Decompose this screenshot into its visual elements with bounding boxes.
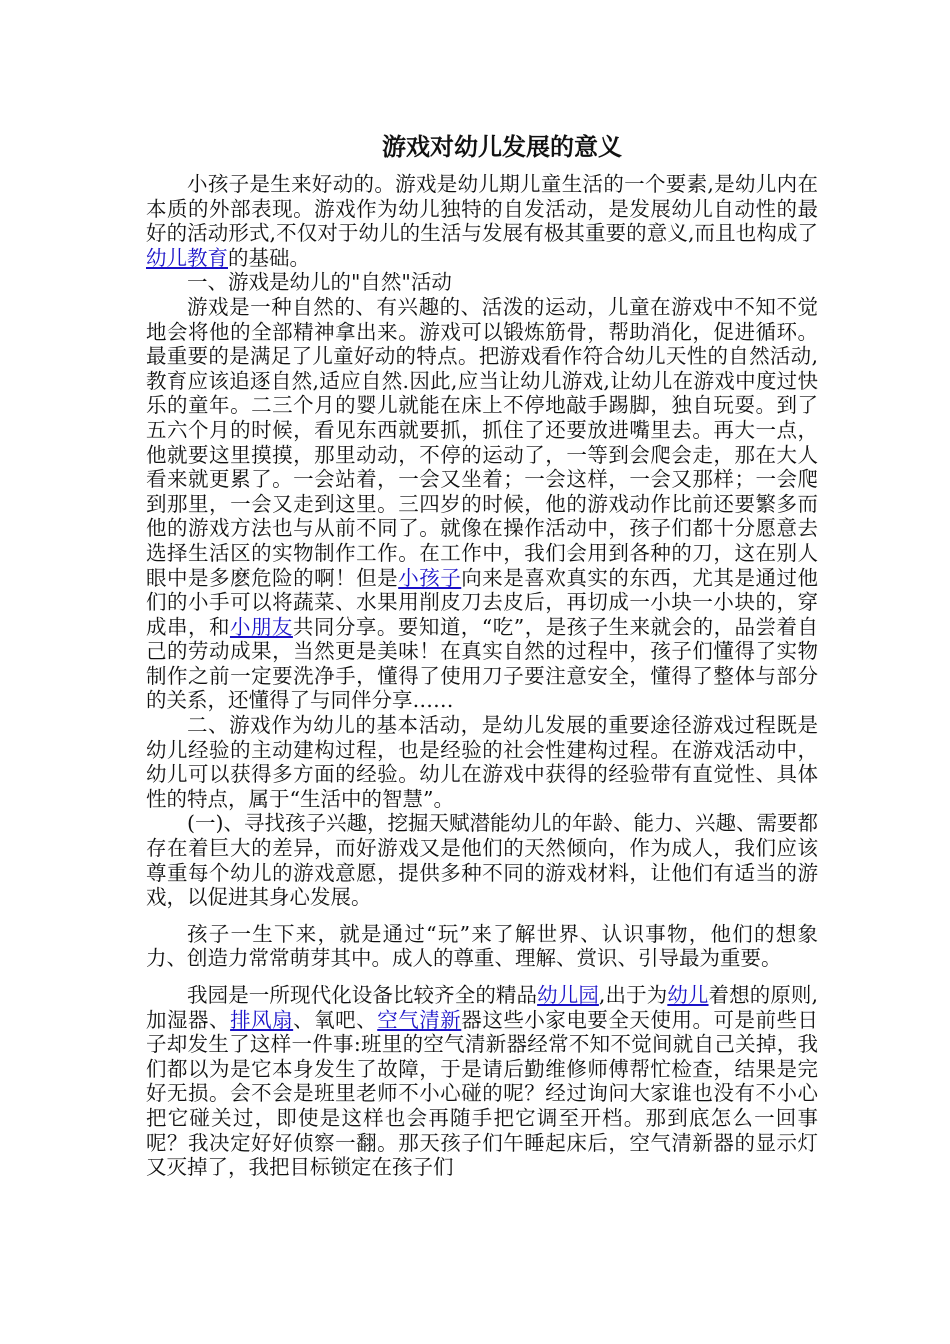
- text-run: 我园是一所现代化设备比较齐全的精品: [187, 983, 538, 1007]
- section-heading-2-paragraph: 二、游戏作为幼儿的基本活动，是幼儿发展的重要途径游戏过程既是幼儿经验的主动建构过程，也是经验的社会性建构过程。在游戏活动中，幼儿可以获得多方面的经验。幼儿在游戏中获得的经验带有直觉性、具体性的特点，属于“生活中的智慧”。: [146, 713, 818, 811]
- paragraph-gap: [146, 971, 818, 983]
- paragraph-intro: [146, 172, 818, 270]
- text-run: 游戏是一种自然的、有兴趣的、活泼的运动，儿童在游戏中不知不觉地会将他的全部精神拿出来。游戏可以锻炼筋骨，帮助消化，促进循环。最重要的是满足了儿童好动的特点。把游戏看作符合幼儿天性的自然活动,教育应该追逐自然,适应自然.因此,应当让幼儿游戏,让幼儿在游戏中度过快乐的童年。二三个月的婴儿就能在床上不停地敲手踢脚，独自玩耍。到了五六个月的时候，看见东西就要抓，抓住了还要放进嘴里去。再大一点，他就要这里摸摸，那里动动，不停的运动了，一等到会爬会走，那在大人看来就更累了。一会站着，一会又坐着；一会这样，一会又那样；一会爬到那里，一会又走到这里。三四岁的时候，他的游戏动作比前还要繁多而他的游戏方法也与从前不同了。就像在操作活动中，孩子们都十分愿意去选择生活区的实物制作工作。在工作中，我们会用到各种的刀，这在别人眼中是多麽危险的啊！但是: [146, 294, 818, 590]
- text-run: 小孩子是生来好动的。游戏是幼儿期儿童生活的一个要素,是幼儿内在本质的外部表现。游戏作为幼儿独特的自发活动，是发展幼儿自动性的最好的活动形式,不仅对于幼儿的生活与发展有极其重要的意义,而且也构成了: [146, 172, 818, 246]
- link-air-freshener[interactable]: 空气清新: [377, 1007, 462, 1032]
- text-run: 的基础。: [228, 245, 310, 270]
- link-young-children[interactable]: 幼儿: [667, 983, 709, 1007]
- subsection-1-paragraph: (一)、寻找孩子兴趣，挖掘天赋潜能幼儿的年龄、能力、兴趣、需要都存在着巨大的差异，而好游戏又是他们的天然倾向，作为成人，我们应该尊重每个幼儿的游戏意愿，提供多种不同的游戏材料，让他们有适当的游戏，以促进其身心发展。: [146, 811, 818, 910]
- document-page: [146, 132, 818, 1180]
- link-little-kids[interactable]: 小孩子: [398, 565, 462, 590]
- paragraph-gap: [146, 910, 818, 922]
- link-preschool-education[interactable]: 幼儿教育: [146, 245, 228, 270]
- text-run: 向来是喜欢真实的东西，尤其是通过他们的小手可以将蔬菜、水果用削皮刀去皮后，再切成一小块一小块的，穿成串，和: [146, 565, 819, 639]
- section-heading-1: 一、游戏是幼儿的"自然"活动: [187, 270, 452, 295]
- paragraph-kindergarten-story: [146, 983, 818, 1180]
- page-title: 游戏对幼儿发展的意义: [382, 132, 622, 161]
- text-run: 器这些小家电要全天使用。可是前些日子却发生了这样一件事:班里的空气清新器经常不知不觉间就自己关掉，我们都以为是它本身发生了故障，于是请后勤维修师傅帮忙检查，结果是完好无损。会不会是班里老师不小心碰的呢？经过询问大家谁也没有不小心把它碰关过，即使是这样也会再随手把它调至开档。那到底怎么一回事呢？我决定好好侦察一翻。那天孩子们午睡起床后，空气清新器的显示灯又灭掉了，我把目标锁定在孩子们: [146, 1007, 819, 1180]
- text-run: ,出于为: [598, 983, 668, 1007]
- paragraph-natural-activity: [146, 295, 818, 713]
- text-run: 共同分享。要知道，“吃”，是孩子生来就会的，品尝着自己的劳动成果，当然更是美味！在真实自然的过程中，孩子们懂得了实物制作之前一定要洗净手，懂得了使用刀子要注意安全，懂得了整体与部分的关系，还懂得了与同伴分享……: [146, 614, 819, 713]
- link-children[interactable]: 小朋友: [229, 614, 293, 639]
- paragraph-play-world: 孩子一生下来，就是通过“玩”来了解世界、认识事物，他们的想象力、创造力常常萌芽其中。成人的尊重、理解、赏识、引导最为重要。: [146, 921, 818, 971]
- text-run: 着想的原则,加湿器、: [146, 983, 819, 1032]
- text-run: 、氧吧、: [293, 1007, 378, 1032]
- link-exhaust-fan[interactable]: 排风扇: [230, 1007, 294, 1032]
- link-kindergarten[interactable]: 幼儿园: [537, 983, 599, 1007]
